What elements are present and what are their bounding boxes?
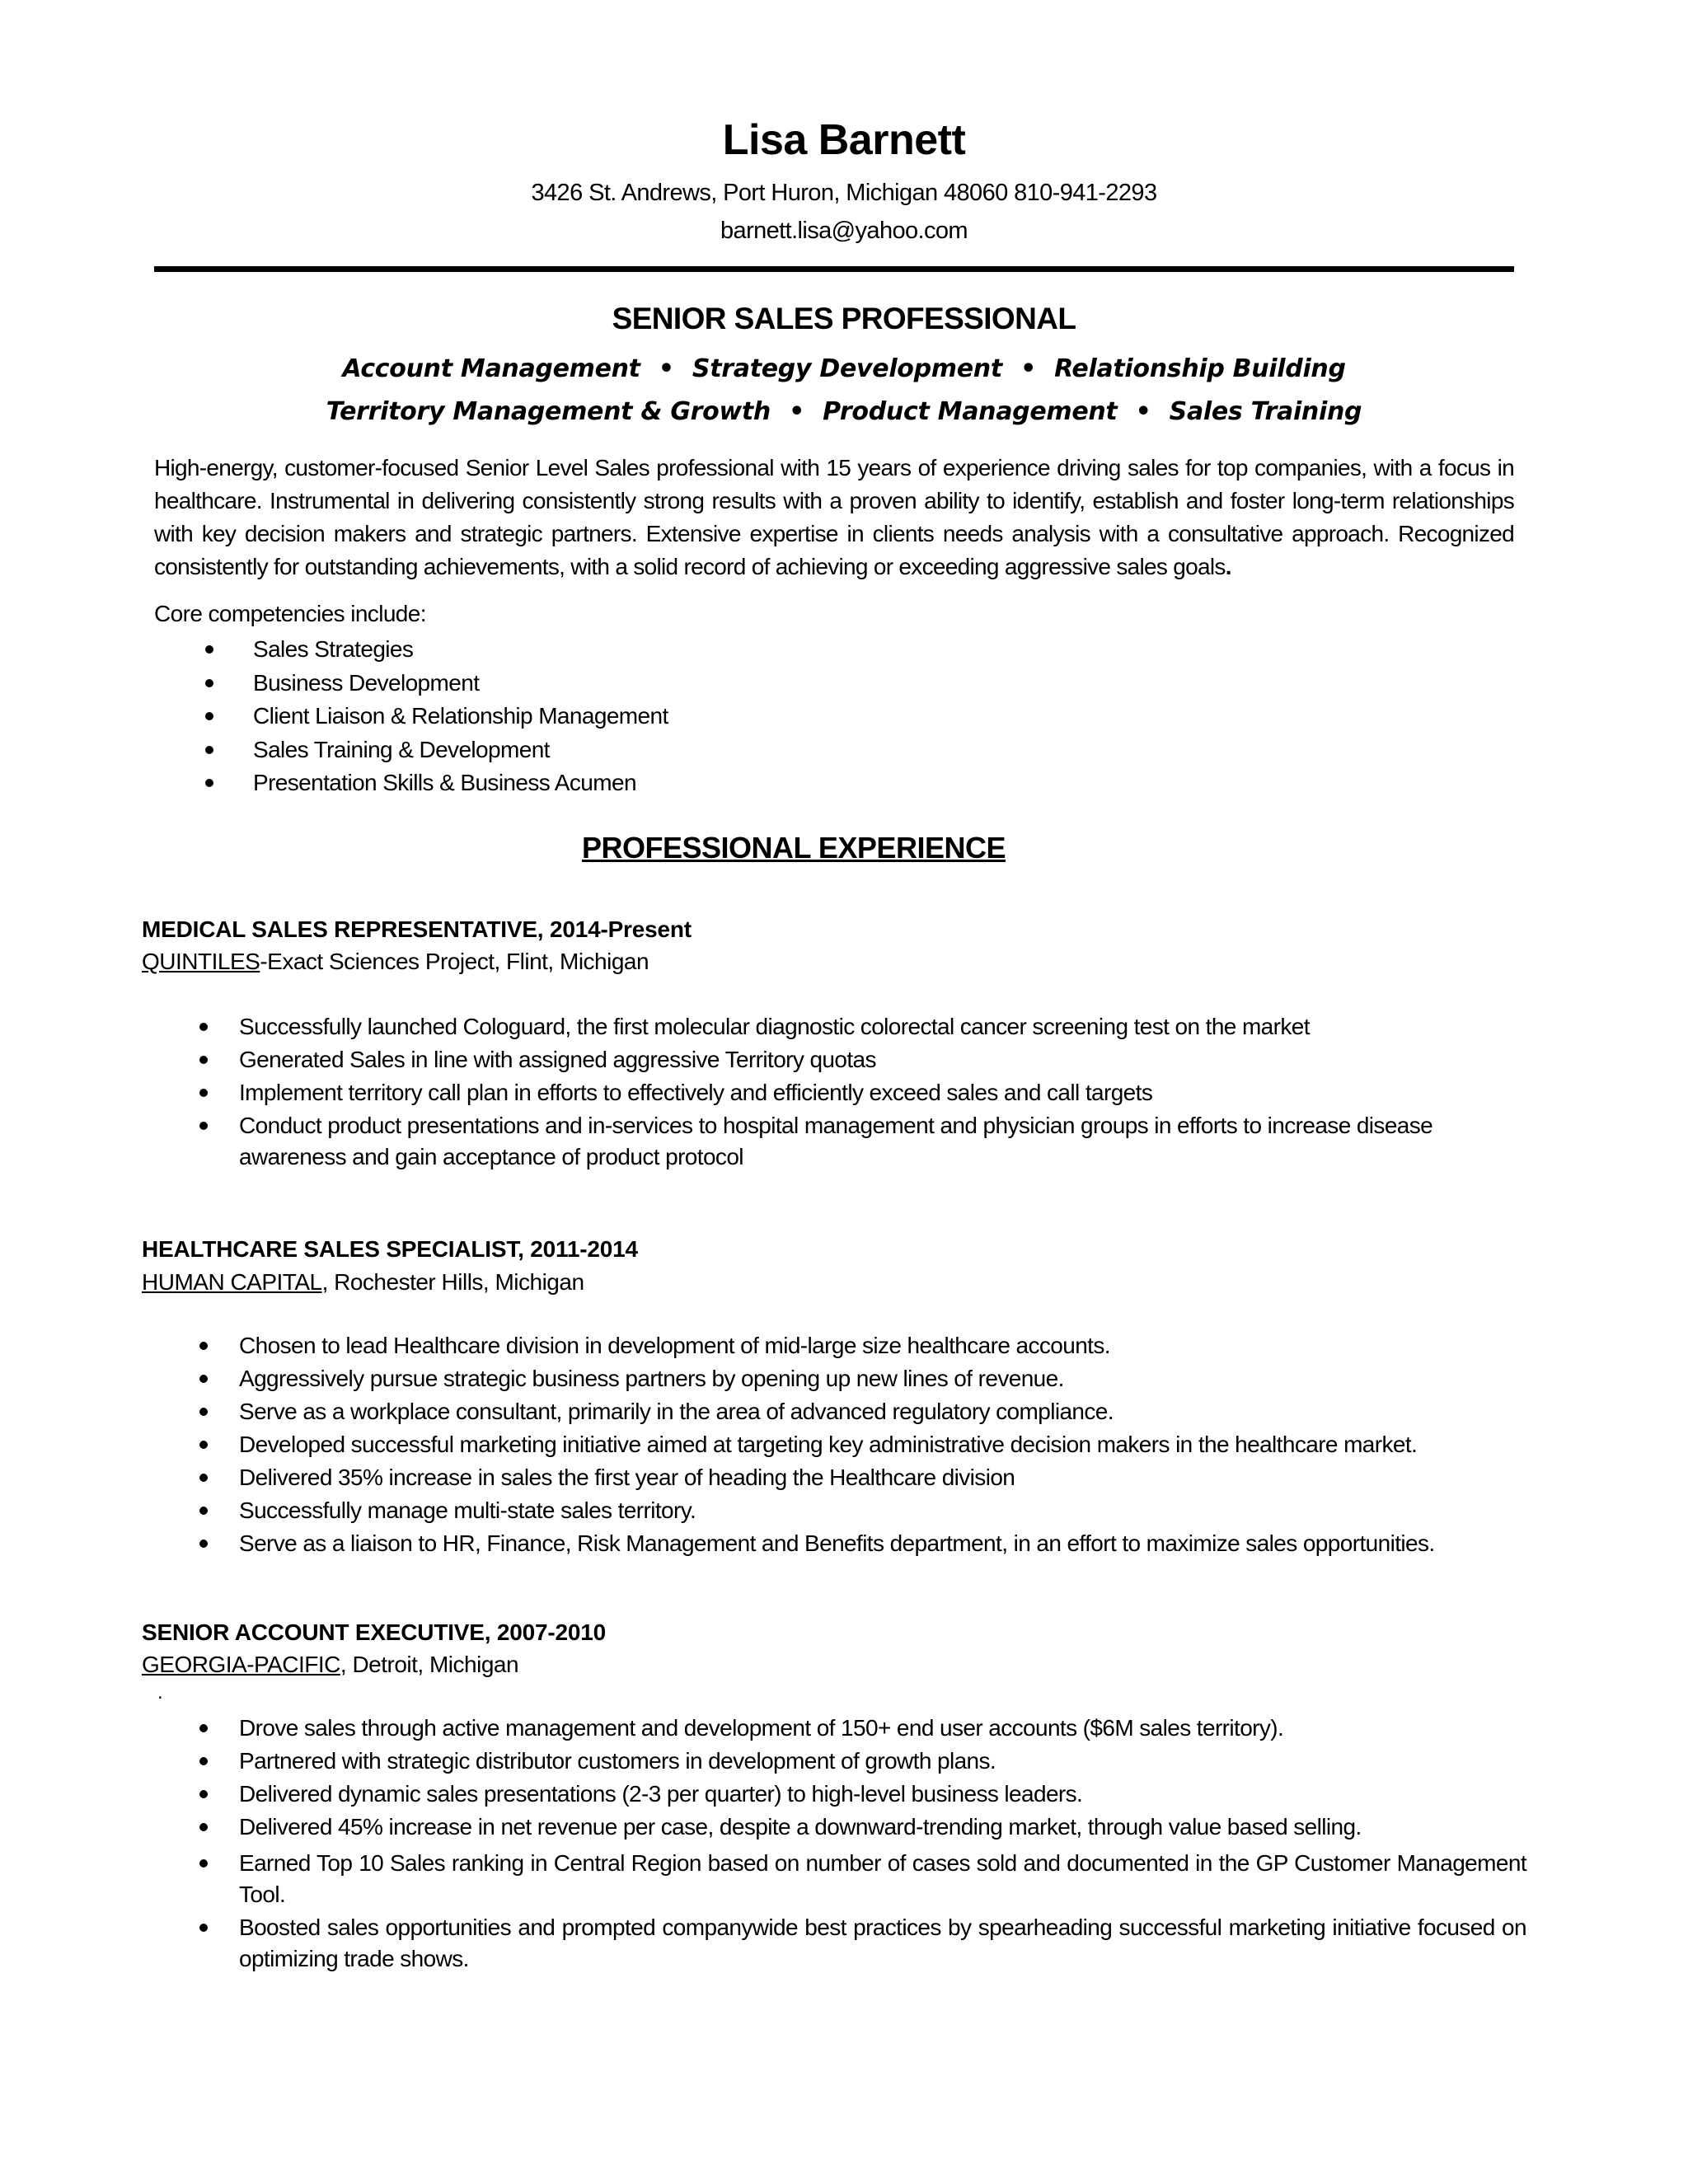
bullet-icon [205,679,213,687]
duty-text: Developed successful marketing initiative aimed at targeting key administrative decision makers in the healthcare market. [239,1432,1418,1457]
bullet-icon [199,1474,208,1482]
contact-email: barnett.lisa@yahoo.com [720,218,968,244]
duty-text: Serve as a workplace consultant, primarily in the area of advanced regulatory compliance. [239,1399,1114,1424]
summary-paragraph [154,452,1514,583]
competency-label: Client Liaison & Relationship Management [253,703,668,729]
skills-row-1 [0,354,1688,383]
stray-mark: . [157,1681,163,1704]
bullet-icon [205,746,213,754]
bullet-icon [199,1540,208,1548]
list-item [142,1011,1526,1043]
list-item [154,667,668,701]
bullet-icon [199,1441,208,1449]
job-title: MEDICAL SALES REPRESENTATIVE, 2014-Present [142,916,692,942]
bullet-icon [199,1790,208,1798]
job-company-line [142,1269,584,1296]
competencies-intro: Core competencies include: [154,601,426,626]
competency-label: Presentation Skills & Business Acumen [253,770,636,795]
list-item [142,1912,1526,1975]
company-location: , Rochester Hills, Michigan [321,1269,584,1295]
duty-text: Boosted sales opportunities and prompted companywide best practices by spearheading successful marketing initiative focused on optimizing trade shows. [239,1915,1526,1971]
candidate-name: Lisa Barnett [722,116,966,164]
company-name: QUINTILES [142,949,260,974]
summary-end-mark: . [1225,554,1231,579]
duty-text: Successfully manage multi-state sales territory. [239,1497,696,1523]
job-company-line [142,949,649,975]
list-item [142,1363,1526,1394]
list-item [142,1044,1526,1076]
competency-label: Sales Training & Development [253,736,550,762]
header-divider [154,266,1514,272]
list-item [142,1330,1526,1361]
bullet-icon [199,1089,208,1097]
contact-address-phone: 3426 St. Andrews, Port Huron, Michigan 48060 810-941-2293 [531,180,1157,206]
skill-label: Territory Management & Growth [326,397,771,426]
list-item [142,1110,1526,1173]
duty-text: Chosen to lead Healthcare division in development of mid-large size healthcare accounts. [239,1333,1110,1358]
duty-text: Earned Top 10 Sales ranking in Central Region based on number of cases sold and documented in the GP Customer Management Tool. [239,1850,1526,1907]
list-item [142,1811,1526,1843]
duty-text: Partnered with strategic distributor customers in development of growth plans. [239,1748,996,1774]
list-item [142,1779,1526,1810]
job-title: HEALTHCARE SALES SPECIALIST, 2011-2014 [142,1236,638,1262]
duty-text: Implement territory call plan in efforts to effectively and efficiently exceed sales and call targets [239,1080,1153,1105]
list-item [154,733,668,767]
list-item [142,1746,1526,1777]
separator-bullet: • [1135,397,1151,426]
duty-text: Delivered 35% increase in sales the first year of heading the Healthcare division [239,1465,1015,1490]
bullet-icon [199,1757,208,1765]
duty-text: Serve as a liaison to HR, Finance, Risk Management and Benefits department, in an effort to maximize sales opportunities. [239,1530,1435,1556]
company-name: GEORGIA-PACIFIC [142,1652,340,1677]
list-item [142,1528,1526,1559]
competencies-list [154,633,668,800]
duty-text: Conduct product presentations and in-services to hospital management and physician groups in efforts to increase disease awareness and gain acceptance of product protocol [239,1113,1433,1169]
separator-bullet: • [658,354,674,383]
professional-headline: SENIOR SALES PROFESSIONAL [612,302,1076,335]
bullet-icon [199,1056,208,1064]
skills-row-2 [0,397,1688,426]
skill-label: Relationship Building [1054,354,1346,383]
skill-label: Sales Training [1169,397,1362,426]
list-item [154,633,668,667]
company-name: HUMAN CAPITAL [142,1269,322,1295]
list-item [154,766,668,800]
bullet-icon [199,1375,208,1383]
bullet-icon [199,1859,208,1868]
competency-label: Business Development [253,669,480,696]
skill-label: Product Management [823,397,1118,426]
list-item [142,1077,1526,1108]
bullet-icon [205,779,213,787]
list-item [142,1848,1526,1910]
separator-bullet: • [1020,354,1036,383]
job-duties-list [142,1330,1526,1561]
bullet-icon [199,1507,208,1515]
duty-text: Aggressively pursue strategic business partners by opening up new lines of revenue. [239,1366,1064,1391]
bullet-icon [205,645,213,654]
list-item [154,700,668,733]
bullet-icon [205,712,213,720]
bullet-icon [199,1724,208,1732]
list-item [142,1713,1526,1744]
skill-label: Strategy Development [692,354,1002,383]
bullet-icon [199,1408,208,1416]
job-company-line [142,1652,518,1678]
list-item [142,1396,1526,1427]
bullet-icon [199,1823,208,1831]
job-duties-list [142,1713,1526,1976]
duty-text: Generated Sales in line with assigned aggressive Territory quotas [239,1047,876,1072]
bullet-icon [199,1342,208,1350]
list-item [142,1462,1526,1493]
list-item [142,1495,1526,1526]
competency-label: Sales Strategies [253,636,414,662]
duty-text: Drove sales through active management and development of 150+ end user accounts ($6M sales territory). [239,1715,1284,1741]
job-title: SENIOR ACCOUNT EXECUTIVE, 2007-2010 [142,1619,607,1645]
company-location: , Detroit, Michigan [340,1652,519,1677]
skill-label: Account Management [342,354,640,383]
separator-bullet: • [789,397,805,426]
duty-text: Successfully launched Cologuard, the first molecular diagnostic colorectal cancer screening test on the market [239,1014,1310,1039]
bullet-icon [199,1122,208,1130]
experience-section-title: PROFESSIONAL EXPERIENCE [582,831,1006,865]
summary-text: High-energy, customer-focused Senior Level Sales professional with 15 years of experience driving sales for top companies, with a focus in healthcare. Instrumental in delivering consistently strong results with a proven ability to identify, establish and foster long-term relationships with key decision makers and strategic partners. Extensive expertise in clients needs analysis with a consultative approach. Recognized consistently for outstanding achievements, with a solid record of achieving or exceeding aggressive sales goals [154,455,1514,579]
duty-text: Delivered dynamic sales presentations (2-3 per quarter) to high-level business leaders. [239,1781,1083,1807]
bullet-icon [199,1023,208,1031]
list-item [142,1429,1526,1460]
job-duties-list [142,1011,1526,1174]
duty-text: Delivered 45% increase in net revenue per case, despite a downward-trending market, through value based selling. [239,1814,1362,1840]
bullet-icon [199,1924,208,1932]
company-location: -Exact Sciences Project, Flint, Michigan [260,949,649,974]
